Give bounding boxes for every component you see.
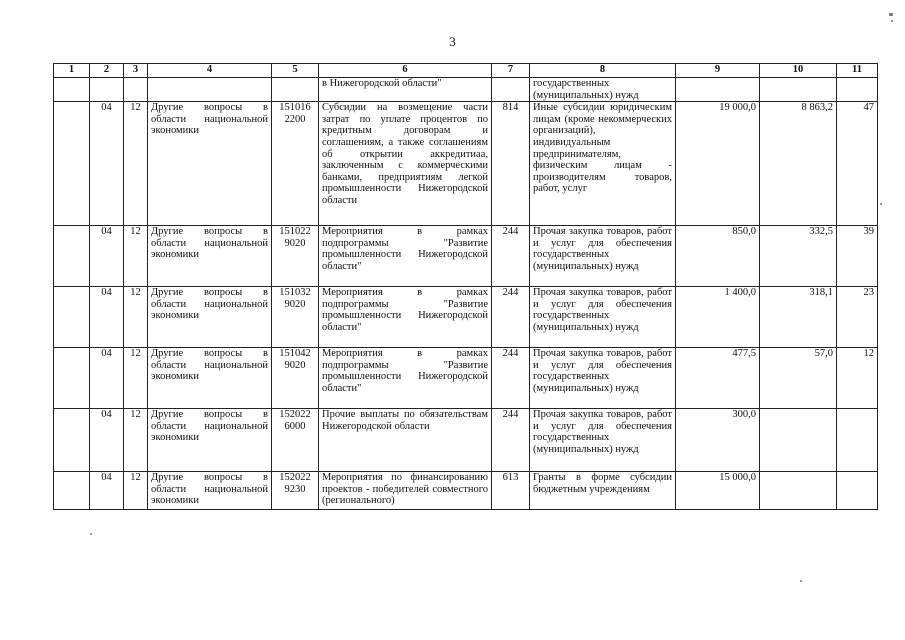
column-header: 8 [530,64,676,78]
column-header: 2 [90,64,124,78]
cell-subsection: 12 [124,102,148,226]
cell-subsection: 12 [124,409,148,472]
cell-row-number [54,226,90,287]
scan-speck [880,203,882,205]
cell-row-number [54,472,90,510]
column-header: 6 [319,64,492,78]
cell-actual: 57,0 [760,348,837,409]
cell-expense-description: Гранты в форме субсидии бюджетным учреждениям [530,472,676,510]
budget-table [53,63,878,510]
cell-description: в Нижегородской области" [319,78,492,102]
cell-row-number [54,348,90,409]
cell-percent: 39 [837,226,878,287]
cell-plan: 1 400,0 [676,287,760,348]
cell-plan: 19 000,0 [676,102,760,226]
cell-description: Прочие выплаты по обязательствам Нижегородской области [319,409,492,472]
cell-target-code: 152022 9230 [272,472,319,510]
cell-section: 04 [90,226,124,287]
cell-actual: 8 863,2 [760,102,837,226]
column-header: 4 [148,64,272,78]
cell-plan: 300,0 [676,409,760,472]
column-header: 7 [492,64,530,78]
cell-target-code [272,78,319,102]
cell-row-number [54,78,90,102]
cell-expense-type: 244 [492,287,530,348]
cell-percent [837,409,878,472]
cell-subsection: 12 [124,472,148,510]
column-header: 10 [760,64,837,78]
column-header: 11 [837,64,878,78]
scan-speck [800,580,802,582]
cell-target-code: 151022 9020 [272,226,319,287]
cell-subsection: 12 [124,287,148,348]
cell-row-number [54,409,90,472]
column-header: 5 [272,64,319,78]
cell-expense-type: 613 [492,472,530,510]
cell-expense-type [492,78,530,102]
cell-actual: 318,1 [760,287,837,348]
cell-expense-type: 244 [492,348,530,409]
cell-section: 04 [90,287,124,348]
cell-target-code: 152022 6000 [272,409,319,472]
cell-section-name: Другие вопросы в области национальной экономики [148,409,272,472]
table-row [54,102,878,226]
scan-speck [891,20,893,22]
column-number-row [54,64,878,78]
cell-percent [837,472,878,510]
table-row [54,226,878,287]
cell-description: Мероприятия в рамках подпрограммы "Развитие промышленности Нижегородской области" [319,348,492,409]
cell-actual [760,409,837,472]
cell-row-number [54,102,90,226]
cell-section: 04 [90,102,124,226]
cell-subsection: 12 [124,348,148,409]
cell-description: Мероприятия в рамках подпрограммы "Развитие промышленности Нижегородской области" [319,226,492,287]
scan-speck [90,533,92,535]
cell-percent: 12 [837,348,878,409]
cell-section [90,78,124,102]
cell-expense-description: Прочая закупка товаров, работ и услуг для обеспечения государственных (муниципальных) нужд [530,348,676,409]
cell-actual [760,78,837,102]
cell-section: 04 [90,348,124,409]
cell-expense-description: Прочая закупка товаров, работ и услуг для обеспечения государственных (муниципальных) нужд [530,287,676,348]
cell-expense-description: Иные субсидии юридическим лицам (кроме некоммерческих организаций), индивидуальным предпринимателям, физическим лицам - производителям товаров, работ, услуг [530,102,676,226]
cell-target-code: 151042 9020 [272,348,319,409]
cell-expense-type: 244 [492,409,530,472]
column-header: 9 [676,64,760,78]
cell-plan: 477,5 [676,348,760,409]
cell-percent: 47 [837,102,878,226]
table-row [54,348,878,409]
cell-target-code: 151016 2200 [272,102,319,226]
cell-expense-description: Прочая закупка товаров, работ и услуг для обеспечения государственных (муниципальных) нужд [530,226,676,287]
cell-description: Мероприятия в рамках подпрограммы "Развитие промышленности Нижегородской области" [319,287,492,348]
cell-section: 04 [90,472,124,510]
cell-plan [676,78,760,102]
cell-expense-description: Прочая закупка товаров, работ и услуг для обеспечения государственных (муниципальных) нужд [530,409,676,472]
cell-actual [760,472,837,510]
column-header: 1 [54,64,90,78]
cell-section: 04 [90,409,124,472]
table-row [54,472,878,510]
cell-section-name: Другие вопросы в области национальной экономики [148,102,272,226]
table-row [54,409,878,472]
cell-expense-type: 244 [492,226,530,287]
cell-description: Субсидии на возмещение части затрат по уплате процентов по кредитным договорам и соглашениям, а также соглашениям об открытии аккредитиаа, заключенным с коммерческими банками, предприятиям легкой промышленности Нижегородской области [319,102,492,226]
table-row [54,78,878,102]
cell-expense-type: 814 [492,102,530,226]
cell-section-name: Другие вопросы в области национальной экономики [148,226,272,287]
cell-plan: 850,0 [676,226,760,287]
cell-plan: 15 000,0 [676,472,760,510]
page-number: 3 [449,34,456,49]
cell-section-name: Другие вопросы в области национальной экономики [148,472,272,510]
cell-row-number [54,287,90,348]
cell-actual: 332,5 [760,226,837,287]
cell-expense-description: государственных (муниципальных) нужд [530,78,676,102]
cell-section-name: Другие вопросы в области национальной экономики [148,287,272,348]
cell-section-name: Другие вопросы в области национальной экономики [148,348,272,409]
scan-speck [889,13,893,16]
cell-section-name [148,78,272,102]
cell-percent: 23 [837,287,878,348]
table-row [54,287,878,348]
cell-description: Мероприятия по финансированию проектов - победителей совместного (регионального) [319,472,492,510]
cell-subsection [124,78,148,102]
cell-subsection: 12 [124,226,148,287]
cell-percent [837,78,878,102]
column-header: 3 [124,64,148,78]
cell-target-code: 151032 9020 [272,287,319,348]
